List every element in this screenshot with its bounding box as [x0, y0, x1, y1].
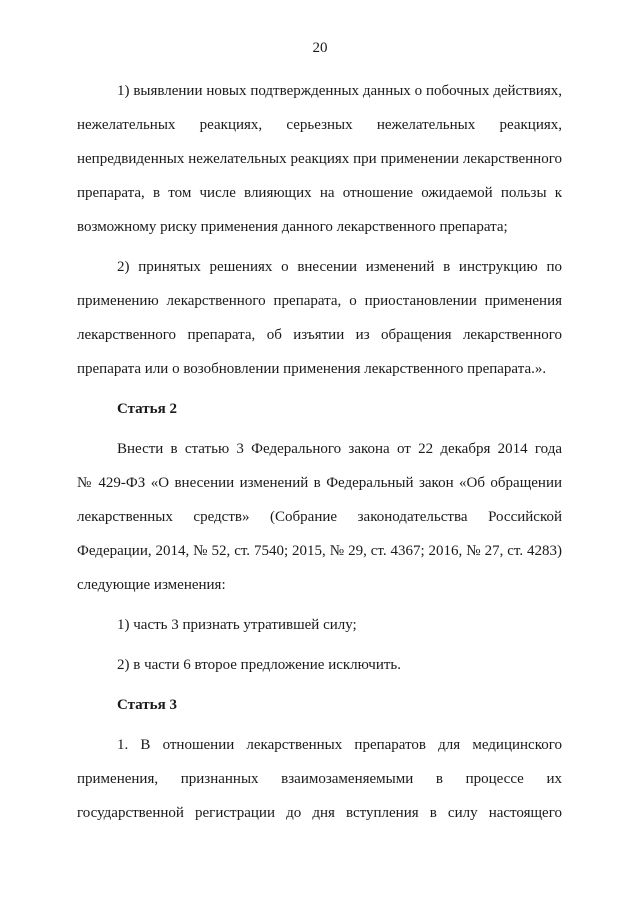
paragraph-line: следующие изменения: [77, 577, 226, 593]
paragraph-line: нежелательных реакциях, серьезных нежелательных реакциях, [77, 117, 562, 133]
paragraph-line: Федерации, 2014, № 52, ст. 7540; 2015, № 29, ст. 4367; 2016, № 27, ст. 4283) [77, 543, 562, 559]
paragraph-line: препарата или о возобновлении применения лекарственного препарата.». [77, 361, 547, 377]
list-item: 2) в части 6 второе предложение исключить. [117, 657, 402, 673]
paragraph-line: препарата, в том числе влияющих на отношение ожидаемой пользы к [77, 185, 562, 201]
document-body [77, 74, 562, 830]
article-heading: Статья 2 [117, 401, 177, 417]
paragraph-line: лекарственных средств» (Собрание законодательства Российской [77, 509, 562, 525]
paragraph-line: возможному риску применения данного лекарственного препарата; [77, 219, 508, 235]
article-heading: Статья 3 [117, 697, 177, 713]
paragraph-line: 2) принятых решениях о внесении изменений в инструкцию по [117, 259, 562, 275]
paragraph-line: № 429-ФЗ «О внесении изменений в Федеральный закон «Об обращении [77, 475, 562, 491]
paragraph-line: государственной регистрации до дня вступления в силу настоящего [77, 805, 562, 821]
paragraph-line: лекарственного препарата, об изъятии из обращения лекарственного [77, 327, 562, 343]
paragraph-line: Внести в статью 3 Федерального закона от 22 декабря 2014 года [117, 441, 562, 457]
list-item: 1) часть 3 признать утратившей силу; [117, 617, 357, 633]
page-number: 20 [312, 40, 328, 56]
paragraph-line: 1) выявлении новых подтвержденных данных о побочных действиях, [117, 83, 562, 99]
paragraph-line: применения, признанных взаимозаменяемыми в процессе их [77, 771, 562, 787]
paragraph-line: непредвиденных нежелательных реакциях при применении лекарственного [77, 151, 562, 167]
paragraph-line: 1. В отношении лекарственных препаратов для медицинского [117, 737, 562, 753]
paragraph-line: применению лекарственного препарата, о приостановлении применения [77, 293, 562, 309]
